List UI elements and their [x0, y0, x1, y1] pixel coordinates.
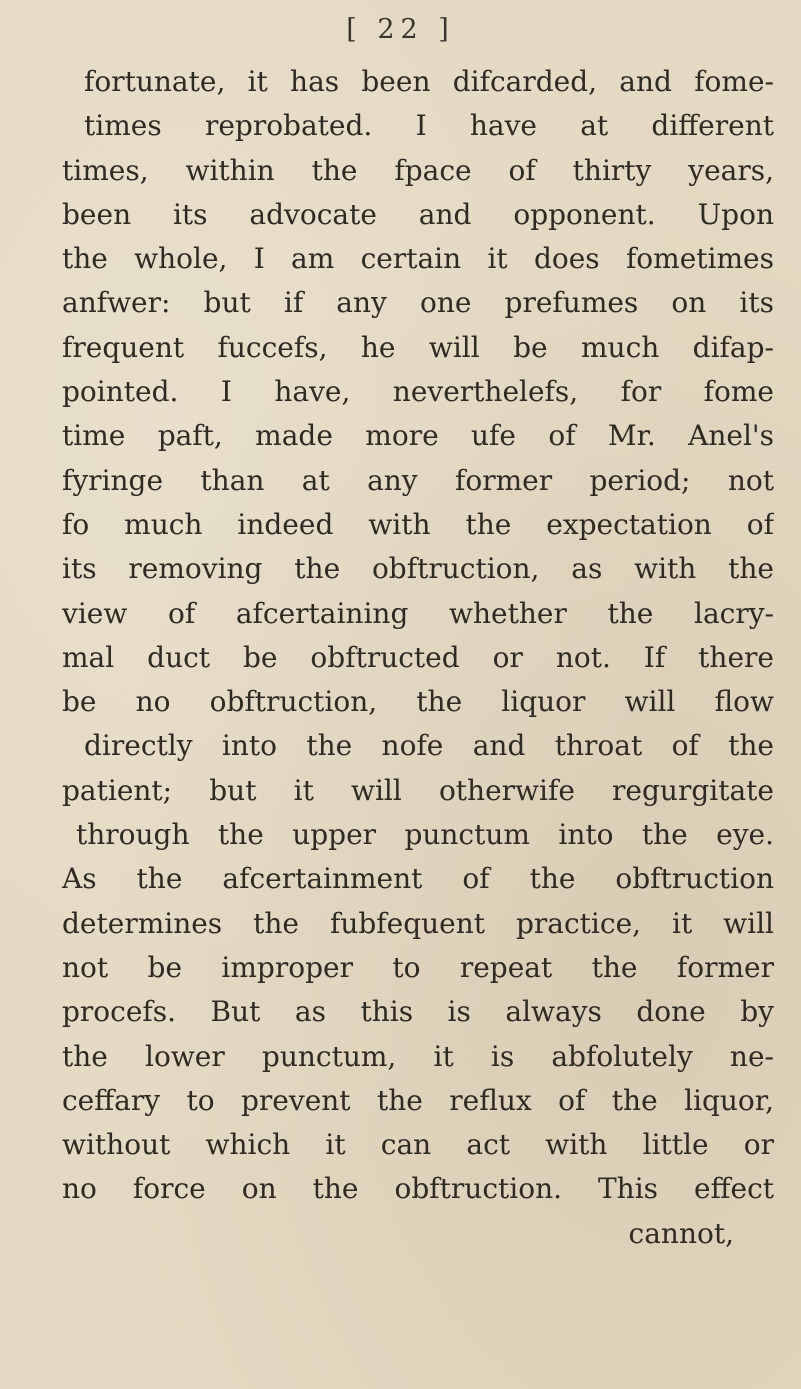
- text-line: the whole, I am certain it does fometimes: [62, 242, 774, 276]
- text-line: pointed. I have, neverthelefs, for fome: [62, 375, 774, 409]
- text-line: mal duct be obftructed or not. If there: [62, 640, 774, 674]
- text-line: fyringe than at any former period; not: [62, 463, 774, 497]
- text-line: times reprobated. I have at different: [84, 109, 774, 143]
- text-line: without which it can act with little or: [62, 1128, 774, 1162]
- text-line: frequent fuccefs, he will be much difap-: [62, 330, 774, 364]
- text-line: be no obftruction, the liquor will flow: [62, 685, 774, 719]
- catchword: cannot,: [628, 1216, 734, 1250]
- body-text: [62, 60, 774, 1256]
- text-line: fo much indeed with the expectation of: [62, 507, 774, 541]
- text-line: its removing the obftruction, as with the: [62, 552, 774, 586]
- text-line: patient; but it will otherwife regurgitate: [62, 773, 774, 807]
- text-line: no force on the obftruction. This effect: [62, 1172, 774, 1206]
- text-line: As the afcertainment of the obftruction: [62, 862, 774, 896]
- text-line: determines the fubfequent practice, it will: [62, 906, 774, 940]
- text-line: procefs. But as this is always done by: [62, 995, 774, 1029]
- text-line: through the upper punctum into the eye.: [76, 818, 774, 852]
- text-line: the lower punctum, it is abfolutely ne-: [62, 1039, 774, 1073]
- text-line: time paft, made more ufe of Mr. Anel's: [62, 419, 774, 453]
- text-line: view of afcertaining whether the lacry-: [62, 596, 774, 630]
- text-line: been its advocate and opponent. Upon: [62, 197, 774, 231]
- text-line: anfwer: but if any one prefumes on its: [62, 286, 774, 320]
- text-line: fortunate, it has been difcarded, and fome-: [84, 65, 774, 98]
- text-line: times, within the fpace of thirty years,: [62, 153, 774, 187]
- text-line: not be improper to repeat the former: [62, 950, 774, 984]
- page-number: [ 22 ]: [346, 14, 455, 45]
- text-line: ceffary to prevent the reflux of the liquor,: [62, 1083, 774, 1117]
- text-line: directly into the nofe and throat of the: [84, 729, 774, 763]
